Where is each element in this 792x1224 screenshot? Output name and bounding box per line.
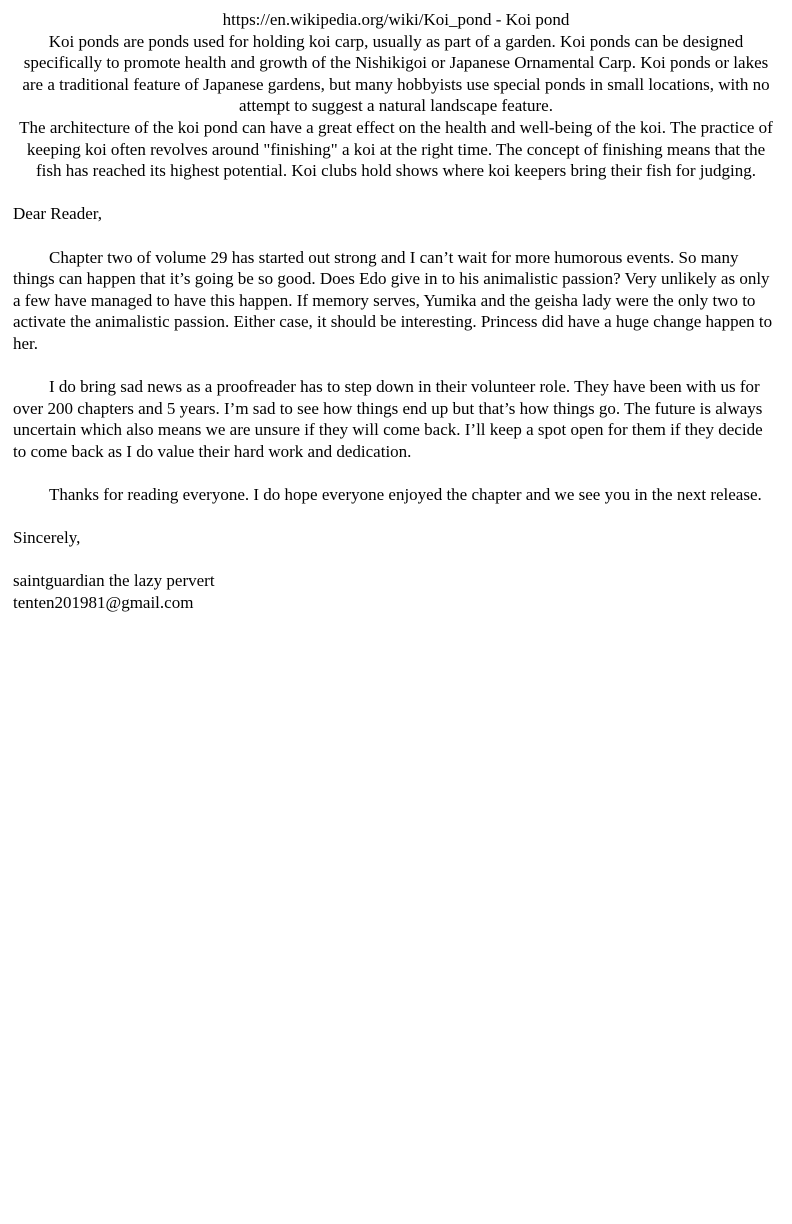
- document: [13, 9, 779, 614]
- letter-paragraph-2: I do bring sad news as a proofreader has to step down in their volunteer role. They have been with us for over 200 chapters and 5 years. I’m sad to see how things end up but that’s how things go. The future is always uncertain which also means we are unsure if they will come back. I’ll keep a spot open for them if they decide to come back as I do value their hard work and dedication.: [13, 377, 763, 461]
- closing: Sincerely,: [13, 528, 81, 548]
- signature-email[interactable]: tenten201981@gmail.com: [13, 593, 194, 613]
- greeting: Dear Reader,: [13, 204, 102, 224]
- source-link[interactable]: https://en.wikipedia.org/wiki/Koi_pond - Koi pond: [222, 10, 570, 29]
- letter: [13, 203, 779, 613]
- signature: [13, 570, 779, 613]
- letter-paragraph-1: Chapter two of volume 29 has started out strong and I can’t wait for more humorous events. So many things can happen that it’s going be so good. Does Edo give in to his animalistic passion? Very unlikely as only a few have managed to have this happen. If memory serves, Yumika and the geisha lady were the only two to activate the animalistic passion. Either case, it should be interesting. Princess did have a huge change happen to her.: [13, 247, 773, 353]
- signature-name: saintguardian the lazy pervert: [13, 571, 215, 591]
- koi-pond-header: [13, 9, 779, 182]
- intro-paragraph-2: The architecture of the koi pond can have a great effect on the health and well-being of the koi. The practice of keeping koi often revolves around "finishing" a koi at the right time. The concept of finishing means that the fish has reached its highest potential. Koi clubs hold shows where koi keepers bring their fish for judging.: [19, 117, 773, 181]
- intro-paragraph-1: Koi ponds are ponds used for holding koi carp, usually as part of a garden. Koi ponds can be designed specifically to promote health and growth of the Nishikigoi or Japanese Ornamental Carp. Koi ponds or lakes are a traditional feature of Japanese gardens, but many hobbyists use special ponds in small locations, with no attempt to suggest a natural landscape feature.: [22, 31, 770, 116]
- letter-paragraph-3: Thanks for reading everyone. I do hope everyone enjoyed the chapter and we see you in the next release.: [49, 485, 762, 505]
